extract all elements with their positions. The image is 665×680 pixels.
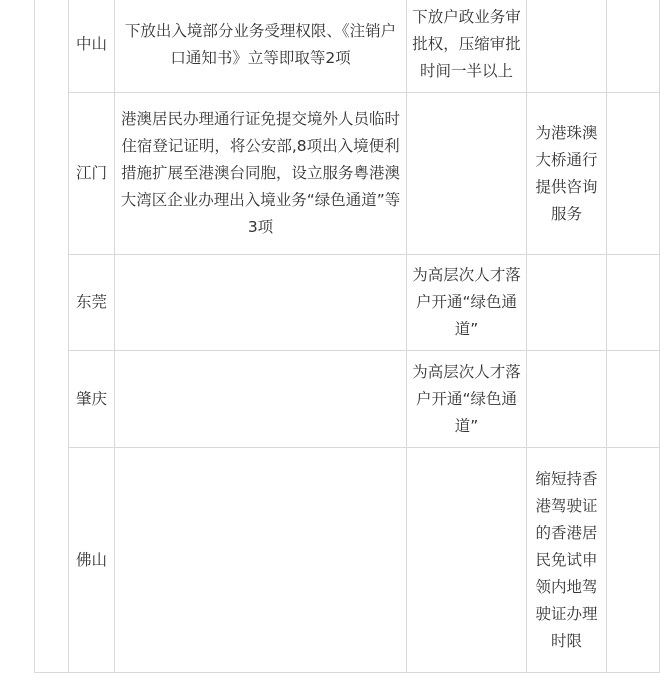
other-cell [527,0,607,93]
city-cell: 肇庆 [69,351,115,448]
policy-table [34,0,660,673]
city-cell: 佛山 [69,448,115,673]
talent-cell [407,448,527,673]
measures-cell: 下放出入境部分业务受理权限、《注销户口通知书》立等即取等2项 [115,0,407,93]
measures-cell: 港澳居民办理通行证免提交境外人员临时住宿登记证明，将公安部,8项出入境便利措施扩展至港澳台同胞，设立服务粤港澳大湾区企业办理出入境业务“绿色通道”等3项 [115,93,407,255]
table-row-jiangmen [35,93,660,255]
table-row-dongguan [35,255,660,351]
extra-cell [607,93,660,255]
extra-cell [607,448,660,673]
extra-cell [607,351,660,448]
city-cell: 江门 [69,93,115,255]
measures-cell [115,448,407,673]
talent-cell [407,93,527,255]
talent-cell: 为高层次人才落户开通“绿色通道” [407,255,527,351]
other-cell [527,255,607,351]
table-row-zhongshan [35,0,660,93]
measures-cell [115,351,407,448]
table-cell-blank [35,0,69,673]
talent-cell: 为高层次人才落户开通“绿色通道” [407,351,527,448]
extra-cell [607,255,660,351]
extra-cell [607,0,660,93]
measures-cell [115,255,407,351]
other-cell [527,351,607,448]
other-cell: 为港珠澳大桥通行提供咨询服务 [527,93,607,255]
city-cell: 东莞 [69,255,115,351]
table-row-zhaoqing [35,351,660,448]
other-cell: 缩短持香港驾驶证的香港居民免试申领内地驾驶证办理时限 [527,448,607,673]
talent-cell: 下放户政业务审批权，压缩审批时间一半以上 [407,0,527,93]
table-row-foshan [35,448,660,673]
city-cell: 中山 [69,0,115,93]
